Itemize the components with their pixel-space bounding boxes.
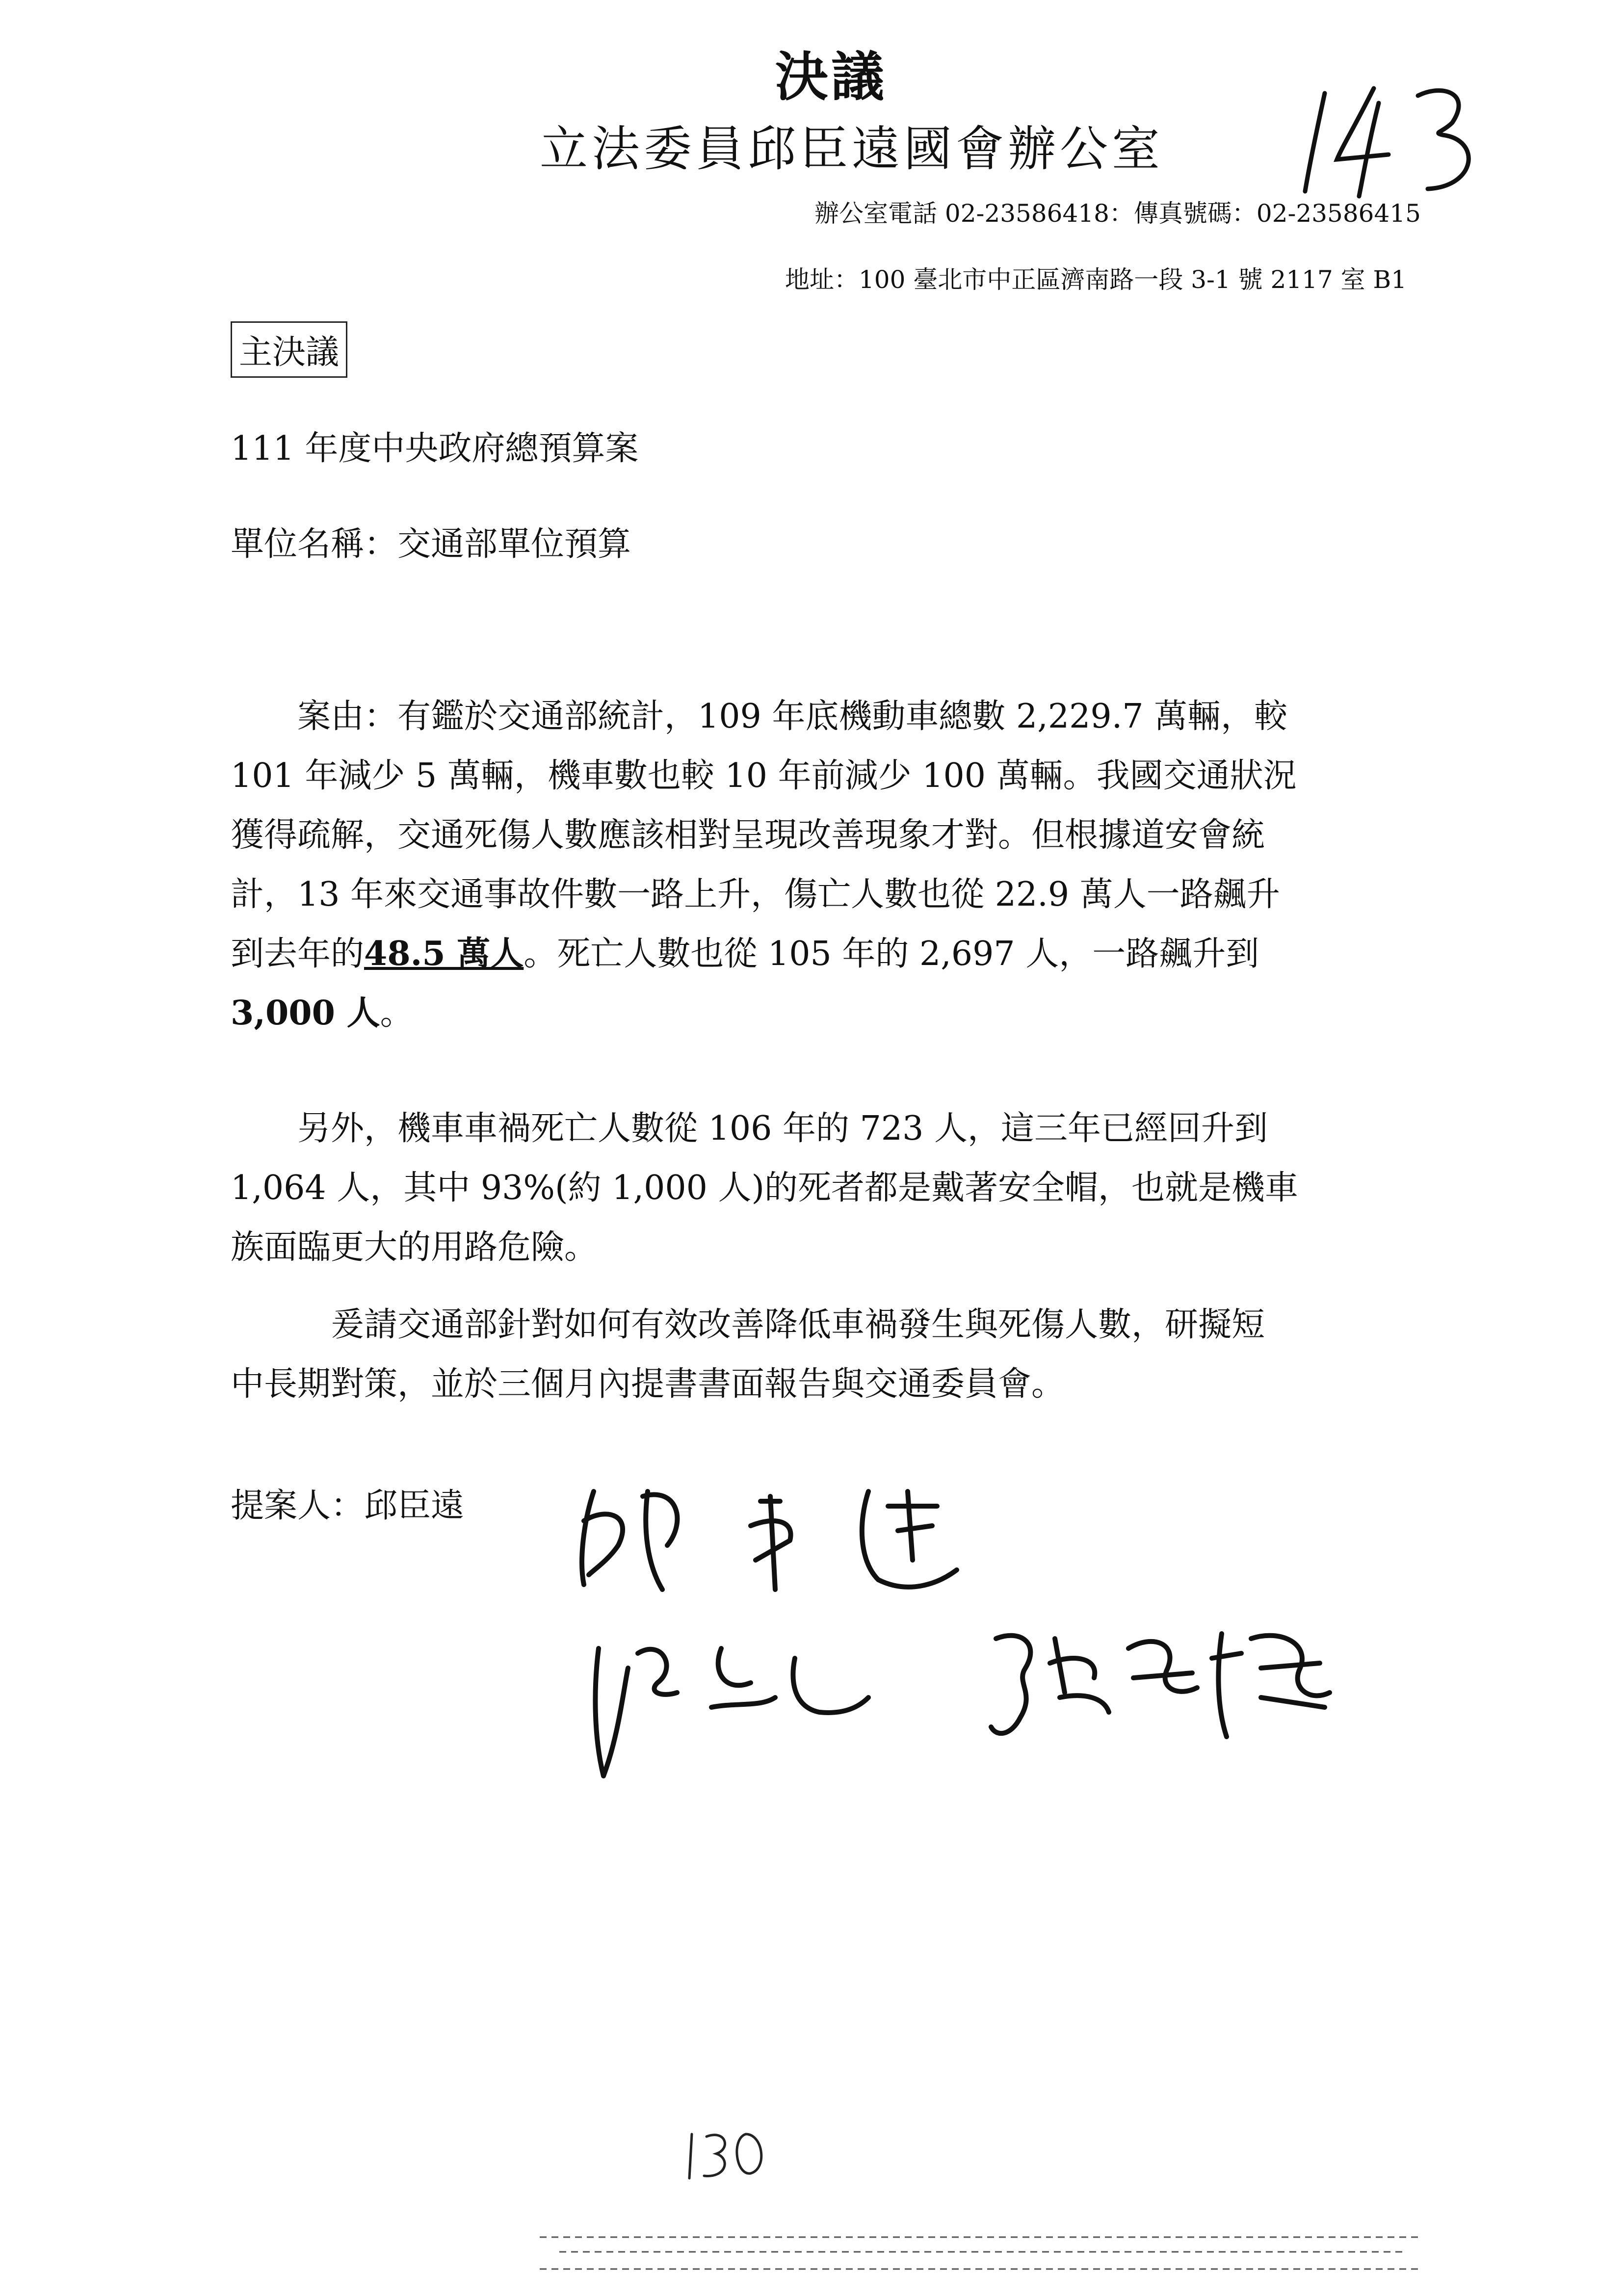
proposer-line: 提案人：邱臣遠 [231,1487,465,1525]
text-line: 另外，機車車禍死亡人數從 106 年的 723 人，這三年已經回升到 [297,1109,1268,1148]
section-label: 主決議 [231,321,347,378]
unit-name: 單位名稱：交通部單位預算 [231,525,631,564]
text-fragment: 。 [380,994,414,1033]
paragraph-motorcycle [231,1099,1433,1277]
text-line [231,924,1433,984]
text-line: 中長期對策，並於三個月內提書書面報告與交通委員會。 [231,1365,1065,1404]
text-line: 101 年減少 5 萬輛，機車數也較 10 年前減少 100 萬輛。我國交通狀況 [231,757,1297,795]
handwritten-page-number [1295,74,1492,206]
paragraph-case [231,687,1433,1043]
text-fragment: 到去年的 [231,935,365,973]
text-line [231,984,1433,1043]
paragraph-request [231,1295,1433,1414]
resolution-stamp: 決議 [775,47,888,108]
scan-artifact-lines [540,2227,1423,2281]
text-fragment: 。死亡人數也從 105 年的 2,697 人，一路飆升到 [524,935,1259,973]
text-line: 族面臨更大的用路危險。 [231,1228,598,1267]
handwritten-page-mark [677,2119,775,2188]
handwritten-signatures [564,1462,1496,1815]
text-line: 案由：有鑑於交通部統計，109 年底機動車總數 2,229.7 萬輛，較 [297,697,1288,736]
text-line: 爰請交通部針對如何有效改善降低車禍發生與死傷人數，研擬短 [331,1305,1265,1344]
emphasis-casualties: 48.5 萬人 [364,934,524,973]
office-name: 立法委員邱臣遠國會辦公室 [540,121,1164,177]
office-contact: 辦公室電話 02-23586418：傳真號碼：02-23586415 [814,199,1421,228]
office-address: 地址：100 臺北市中正區濟南路一段 3-1 號 2117 室 B1 [785,265,1407,294]
budget-title: 111 年度中央政府總預算案 [231,429,639,468]
emphasis-deaths: 3,000 人 [231,993,380,1033]
text-line: 計，13 年來交通事故件數一路上升，傷亡人數也從 22.9 萬人一路飆升 [231,875,1280,914]
text-line: 獲得疏解，交通死傷人數應該相對呈現改善現象才對。但根據道安會統 [231,816,1265,855]
text-line: 1,064 人，其中 93%(約 1,000 人)的死者都是戴著安全帽，也就是機車 [231,1169,1299,1207]
